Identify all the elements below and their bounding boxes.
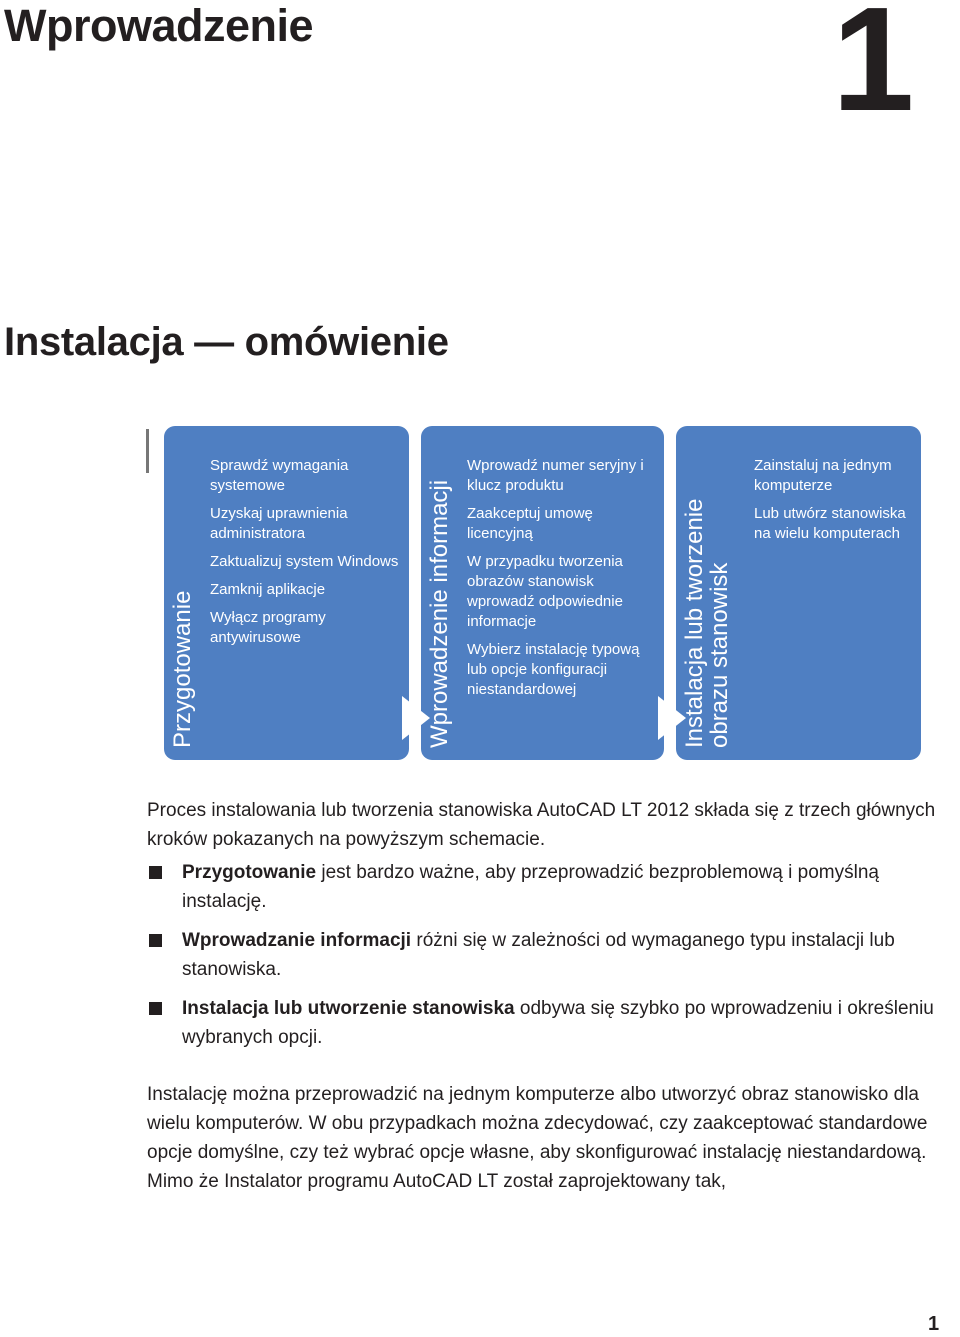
intro-paragraph: Proces instalowania lub tworzenia stanowiska AutoCAD LT 2012 składa się z trzech głównych kroków pokazanych na powyższym schemacie. <box>147 800 936 850</box>
panel-preparation <box>164 426 409 760</box>
panel-installation-title <box>682 428 740 748</box>
bullet-text: jest bardzo ważne, aby przeprowadzić bezproblemową i pomyślną instalację. <box>182 862 879 912</box>
bullet-term: Wprowadzanie informacji <box>182 930 412 951</box>
list-item: Sprawdź wymagania systemowe <box>210 457 349 494</box>
panel-installation-items <box>754 456 913 552</box>
panel-preparation-items <box>210 456 401 656</box>
panel-information-items <box>467 456 656 708</box>
bullet-text: różni się w zależności od wymaganego typu instalacji lub stanowiska. <box>182 930 895 980</box>
list-item: Zaktualizuj system Windows <box>210 553 399 570</box>
bullet-text: odbywa się szybko po wprowadzeniu i określeniu wybranych opcji. <box>182 998 934 1048</box>
bullet-term: Przygotowanie <box>182 862 317 883</box>
chapter-title: Wprowadzenie <box>4 0 314 51</box>
list-item: Zamknij aplikacje <box>210 581 326 598</box>
section-title: Instalacja — omówienie <box>4 320 449 364</box>
installation-steps-diagram <box>146 424 926 764</box>
page-number: 1 <box>928 1313 940 1335</box>
list-item: W przypadku tworzenia obrazów stanowisk wprowadź odpowiednie informacje <box>467 553 623 630</box>
list-item: Zaakceptuj umowę licencyjną <box>467 505 593 542</box>
list-item: Wybierz instalację typową lub opcje konfiguracji niestandardowej <box>467 641 640 698</box>
panel-title-line: Wprowadzenie informacji <box>426 479 453 748</box>
body-paragraph: Instalację można przeprowadzić na jednym komputerze albo utworzyć obraz stanowisko dla wielu komputerów. W obu przypadkach można zdecydować, czy zaakceptować standardowe opcje domyślne, czy też wybrać opcje własne, aby skonfigurować instalację niestandardową. Mimo że Instalator programu AutoCAD LT został zaprojektowany tak, <box>147 1084 928 1192</box>
list-item: Uzyskaj uprawnienia administratora <box>210 505 348 542</box>
list-item: Wyłącz programy antywirusowe <box>210 609 326 646</box>
bullet-square-icon <box>149 1002 162 1015</box>
panel-title-line: obrazu stanowisk <box>706 562 733 748</box>
chapter-number: 1 <box>832 0 915 142</box>
panel-information <box>421 426 664 760</box>
arrow-right-icon <box>658 696 686 740</box>
panel-title-line: Przygotowanie <box>169 590 196 748</box>
diagram-edge-mark <box>146 429 149 473</box>
panel-title-line: Instalacja lub tworzenie <box>681 498 708 748</box>
list-item <box>147 858 960 916</box>
panel-installation <box>676 426 921 760</box>
list-item <box>147 994 960 1052</box>
list-item: Lub utwórz stanowiska na wielu komputerach <box>754 505 906 542</box>
bullet-square-icon <box>149 866 162 879</box>
list-item <box>147 926 960 984</box>
list-item: Wprowadź numer seryjny i klucz produktu <box>467 457 644 494</box>
list-item: Zainstaluj na jednym komputerze <box>754 457 892 494</box>
bullet-list <box>147 858 960 1062</box>
bullet-term: Instalacja lub utworzenie stanowiska <box>182 998 515 1019</box>
bullet-square-icon <box>149 934 162 947</box>
arrow-right-icon <box>402 696 430 740</box>
